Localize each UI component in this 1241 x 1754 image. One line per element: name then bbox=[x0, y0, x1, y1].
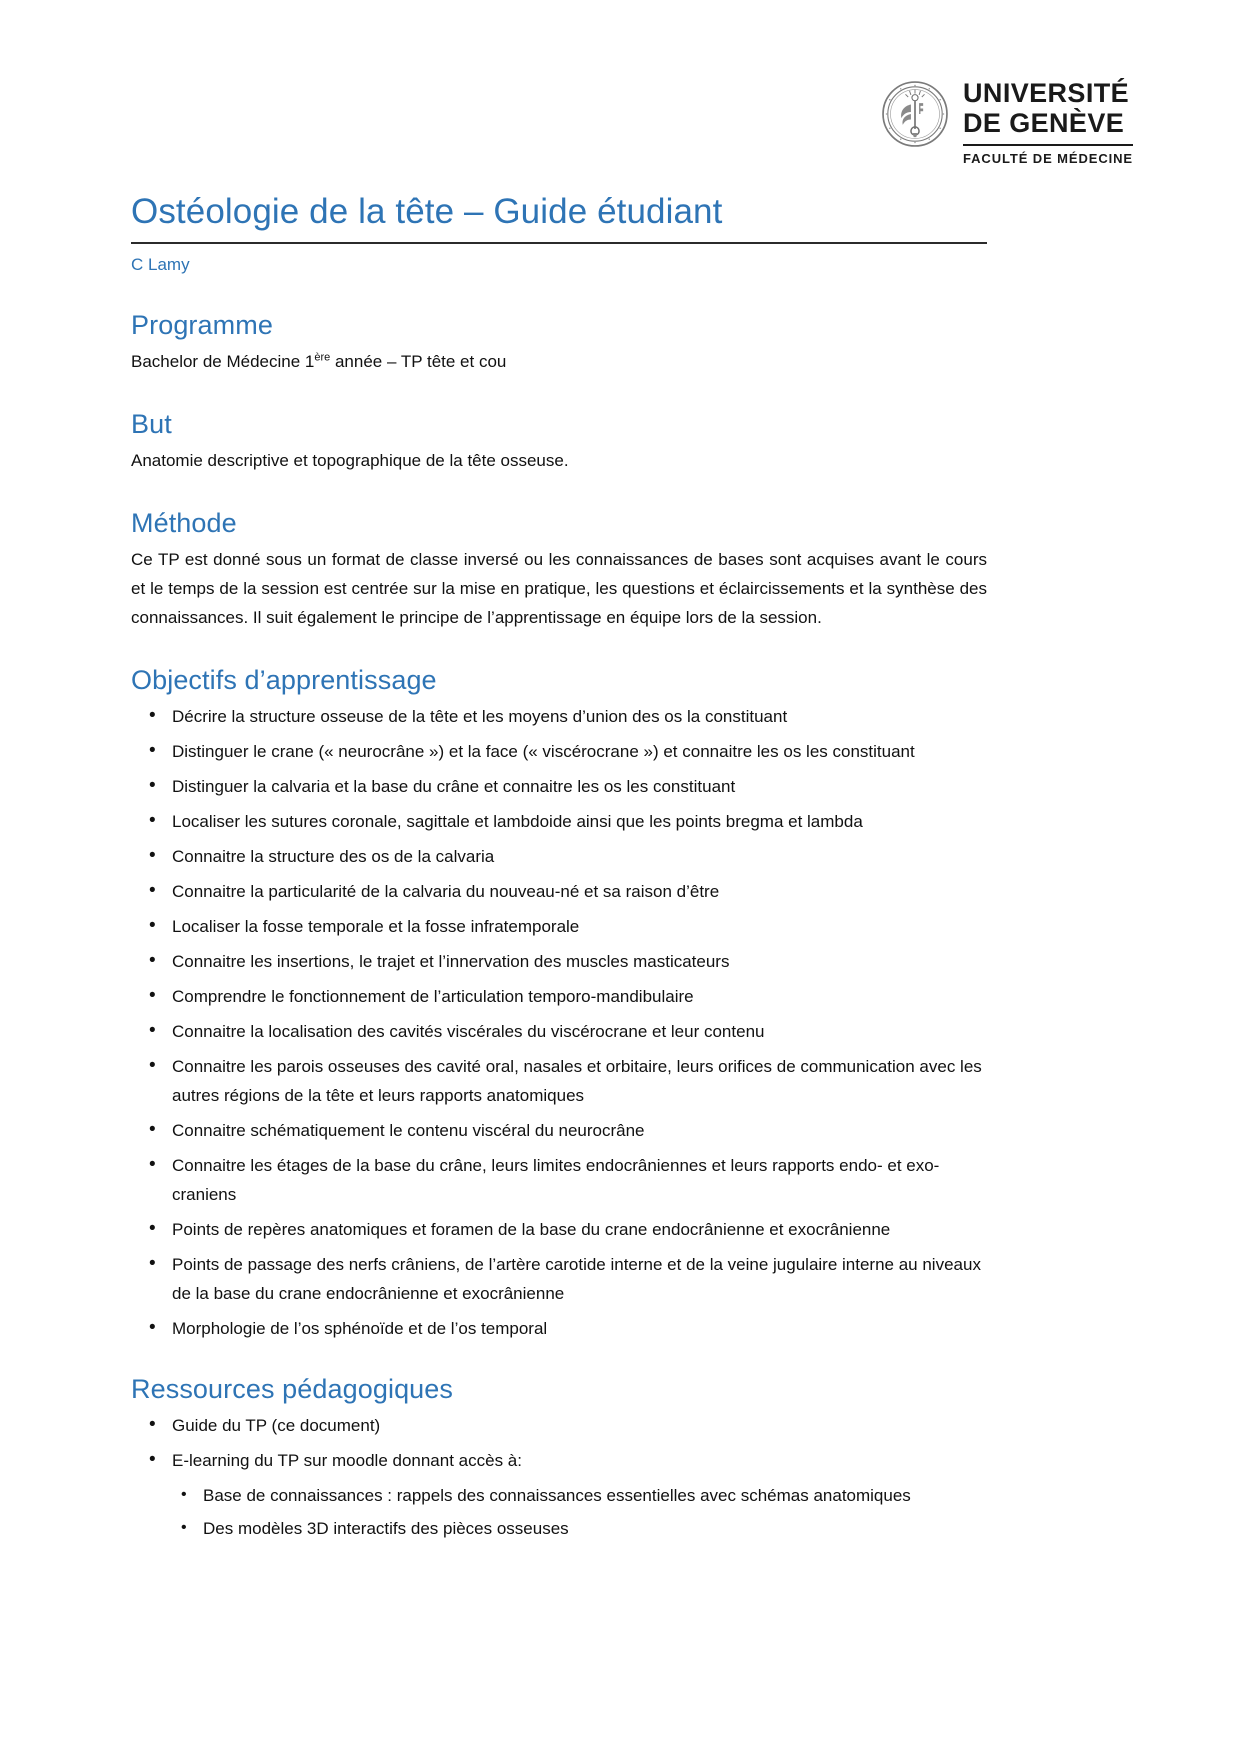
list-item: • Décrire la structure osseuse de la tête et les moyens d’union des os la constituant bbox=[131, 702, 987, 731]
ressources-list bbox=[131, 1411, 987, 1475]
document-author: C Lamy bbox=[131, 255, 190, 274]
programme-text-after: année – TP tête et cou bbox=[330, 352, 507, 371]
list-item: • Connaitre la particularité de la calvaria du nouveau-né et sa raison d’être bbox=[131, 877, 987, 906]
list-item: • E-learning du TP sur moodle donnant accès à: bbox=[131, 1446, 987, 1475]
logo-divider bbox=[963, 144, 1133, 146]
list-item: • Connaitre la localisation des cavités viscérales du viscérocrane et leur contenu bbox=[131, 1017, 987, 1046]
list-item: • Connaitre schématiquement le contenu viscéral du neurocrâne bbox=[131, 1116, 987, 1145]
list-item: • Comprendre le fonctionnement de l’articulation temporo-mandibulaire bbox=[131, 982, 987, 1011]
programme-text-before: Bachelor de Médecine 1 bbox=[131, 352, 315, 371]
but-text: Anatomie descriptive et topographique de la tête osseuse. bbox=[131, 451, 569, 470]
university-seal-icon bbox=[881, 80, 949, 148]
section-heading-methode: Méthode bbox=[131, 508, 237, 538]
list-item: • Connaitre les parois osseuses des cavité oral, nasales et orbitaire, leurs orifices de communication avec les autres régions de la tête et leurs rapports anatomiques bbox=[131, 1052, 987, 1110]
list-item: • Points de passage des nerfs crâniens, de l’artère carotide interne et de la veine jugulaire interne au niveaux de la base du crane endocrânienne et exocrânienne bbox=[131, 1250, 987, 1308]
list-item: • Distinguer le crane (« neurocrâne ») et la face (« viscérocrane ») et connaitre les os les constituant bbox=[131, 737, 987, 766]
methode-text: Ce TP est donné sous un format de classe inversé ou les connaissances de bases sont acquises avant le cours et le temps de la session est centrée sur la mise en pratique, les questions et éclaircissements et la synthèse des connaissances. Il suit également le principe de l’apprentissage en équipe lors de la session. bbox=[131, 550, 987, 627]
section-heading-ressources: Ressources pédagogiques bbox=[131, 1374, 454, 1404]
objectifs-list bbox=[131, 702, 987, 1343]
section-heading-but: But bbox=[131, 409, 172, 439]
section-heading-programme: Programme bbox=[131, 310, 273, 340]
unige-logo bbox=[881, 78, 1133, 166]
programme-text bbox=[131, 347, 987, 376]
list-item: • Morphologie de l’os sphénoïde et de l’os temporal bbox=[131, 1314, 987, 1343]
list-item: • Connaitre les insertions, le trajet et l’innervation des muscles masticateurs bbox=[131, 947, 987, 976]
list-item: • Distinguer la calvaria et la base du crâne et connaitre les os les constituant bbox=[131, 772, 987, 801]
list-item: • Connaitre la structure des os de la calvaria bbox=[131, 842, 987, 871]
list-item: • Guide du TP (ce document) bbox=[131, 1411, 987, 1440]
section-heading-objectifs: Objectifs d’apprentissage bbox=[131, 665, 437, 695]
document-body bbox=[131, 190, 987, 1547]
list-item: • Points de repères anatomiques et foramen de la base du crane endocrânienne et exocrânienne bbox=[131, 1215, 987, 1244]
logo-university-line1: UNIVERSITÉ bbox=[963, 78, 1130, 108]
ressources-sublist bbox=[131, 1481, 987, 1543]
page-title: Ostéologie de la tête – Guide étudiant bbox=[131, 190, 987, 244]
list-item: • Des modèles 3D interactifs des pièces osseuses bbox=[131, 1514, 987, 1543]
list-item: • Base de connaissances : rappels des connaissances essentielles avec schémas anatomiques bbox=[131, 1481, 987, 1510]
list-item: • Connaitre les étages de la base du crâne, leurs limites endocrâniennes et leurs rapports endo- et exo-craniens bbox=[131, 1151, 987, 1209]
programme-superscript: ère bbox=[314, 351, 331, 364]
logo-university-line2: DE GENÈVE bbox=[963, 108, 1125, 138]
list-item: • Localiser la fosse temporale et la fosse infratemporale bbox=[131, 912, 987, 941]
list-item: • Localiser les sutures coronale, sagittale et lambdoide ainsi que les points bregma et lambda bbox=[131, 807, 987, 836]
logo-faculty-label: FACULTÉ DE MÉDECINE bbox=[963, 151, 1133, 166]
